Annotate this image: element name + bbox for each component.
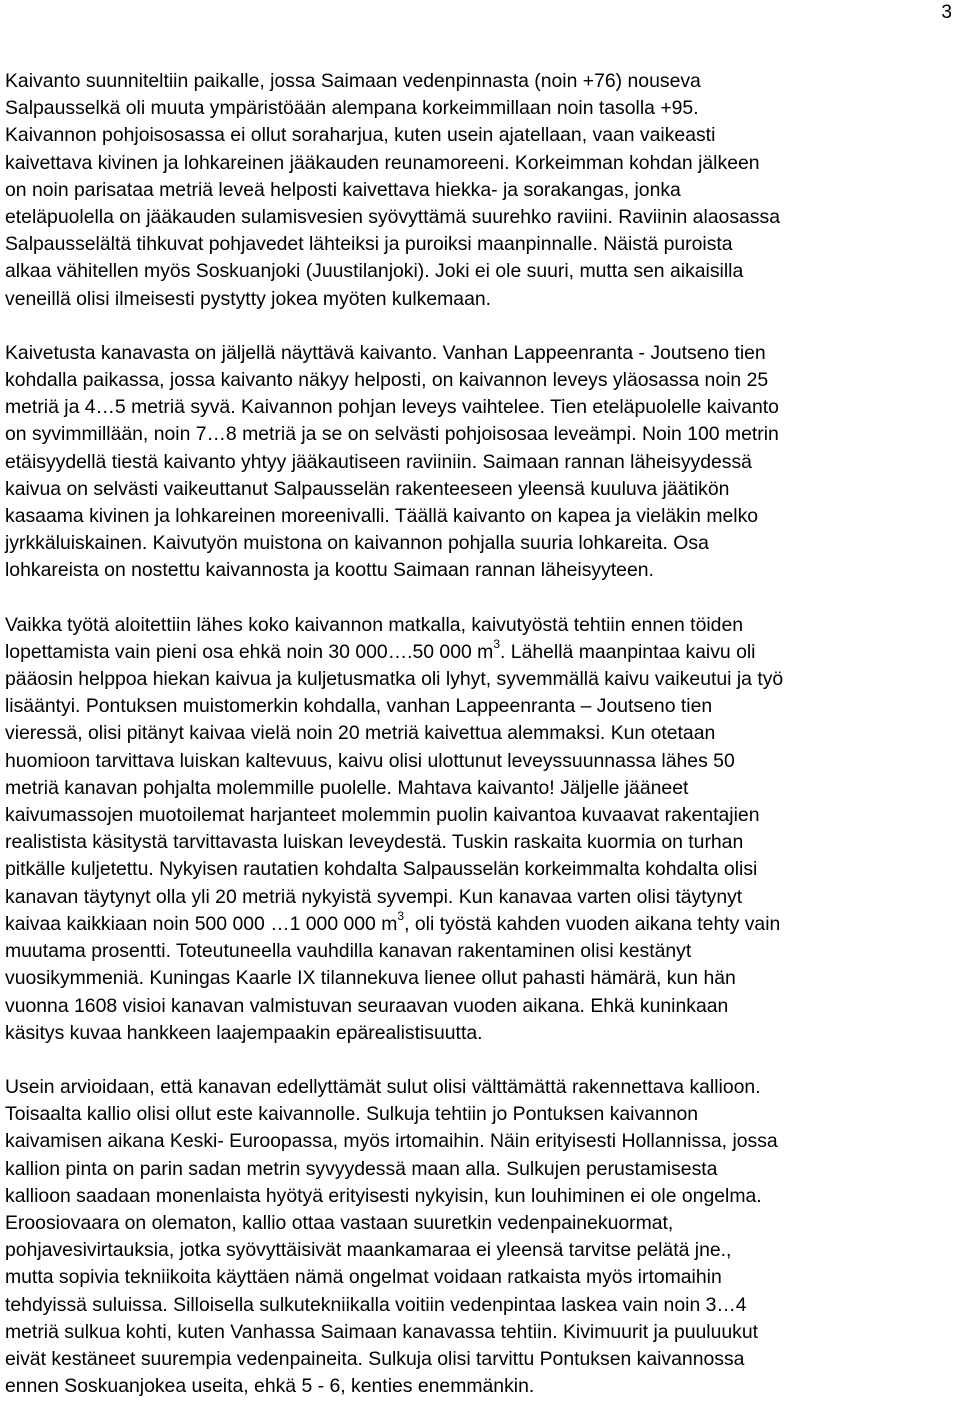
text-line: lisääntyi. Pontuksen muistomerkin kohdalla, vanhan Lappeenranta – Joutseno tien [5,695,713,718]
paragraph-1 [5,68,958,313]
text-line: metriä sulkua kohti, kuten Vanhassa Saimaan kanavassa tehtiin. Kivimuurit ja puuluukut [5,1320,759,1343]
text-line-with-superscript [5,639,958,666]
text-line: kanavan täytynyt olla yli 20 metriä nykyistä syvempi. Kun kanavaa varten olisi täytynyt [5,885,743,908]
text-line: vieressä, olisi pitänyt kaivaa vielä noin 20 metriä kaivettua alemmaksi. Kun otetaan [5,722,716,745]
text-line: Kaivetusta kanavasta on jäljellä näyttävä kaivanto. Vanhan Lappeenranta - Joutseno tien [5,341,766,364]
text-line: alkaa vähitellen myös Soskuanjoki (Juustilanjoki). Joki ei ole suuri, mutta sen aikaisilla [5,260,744,283]
text-line: Vaikka työtä aloitettiin lähes koko kaivannon matkalla, kaivutyöstä tehtiin ennen töiden [5,613,744,636]
text-line: pääosin helppoa hiekan kaivua ja kuljetusmatka oli lyhyt, syvemmällä kaivu vaikeutui ja työ [5,668,784,691]
text-line: jyrkkäluiskainen. Kaivutyön muistona on kaivannon pohjalla suuria lohkareita. Osa [5,532,709,555]
text-line: kaivua on selvästi vaikeuttanut Salpausselän rakenteeseen yleensä kuuluva jäätikön [5,477,730,500]
text-line: Usein arvioidaan, että kanavan edellyttämät sulut olisi välttämättä rakennettava kallioon. [5,1075,761,1098]
text-line: Toisaalta kallio olisi ollut este kaivannolle. Sulkuja tehtiin jo Pontuksen kaivannon [5,1103,699,1126]
text-line: mutta sopivia tekniikoita käyttäen nämä ongelmat voidaan ratkaista myös irtomaihin [5,1266,722,1289]
text-line: Kaivanto suunniteltiin paikalle, jossa Saimaan vedenpinnasta (noin +76) nouseva [5,70,701,92]
text-line: kallioon saadaan monenlaista hyötyä erityisesti nykyisin, kun louhiminen ei ole ongelma. [5,1184,762,1207]
text-segment: , oli työstä kahden vuoden aikana tehty vain [404,912,781,935]
paragraph-3 [5,612,958,1047]
text-segment: . Lähellä maanpintaa kaivu oli [500,640,756,663]
text-line: kasaama kivinen ja lohkareinen moreenivalli. Täällä kaivanto on kapea ja vieläkin melko [5,505,759,528]
paragraph-4 [5,1074,958,1400]
text-line: ennen Soskuanjokea useita, ehkä 5 - 6, kenties enemmänkin. [5,1375,535,1398]
text-line: etäisyydellä tiestä kaivanto yhtyy jääkautiseen raviiniin. Saimaan rannan läheisyydessä [5,450,752,473]
text-line: on syvimmillään, noin 7…8 metriä ja se on selvästi pohjoisosaa leveämpi. Noin 100 metrin [5,423,779,446]
text-line-with-superscript [5,911,958,938]
text-line: kaivamisen aikana Keski- Euroopassa, myös irtomaihin. Näin erityisesti Hollannissa, jossa [5,1130,778,1153]
text-line: eteläpuolella on jääkauden sulamisvesien syövyttämä suurehko raviini. Raviinin alaosassa [5,206,780,229]
text-line: eivät kestäneet suurempia vedenpaineita. Sulkuja olisi tarvittu Pontuksen kaivannossa [5,1347,745,1370]
text-line: käsitys kuvaa hankkeen laajempaakin epärealistisuutta. [5,1021,483,1044]
text-line: Eroosiovaara on olematon, kallio ottaa vastaan suuretkin vedenpainekuormat, [5,1211,674,1234]
superscript-cubic: 3 [397,909,405,924]
text-line: huomioon tarvittava luiskan kaltevuus, kaivu olisi ulottunut leveyssuunnassa lähes 50 [5,749,735,772]
text-line: pohjavesivirtauksia, jotka syövyttäisivät maankamaraa ei yleensä tarvitse pelätä jne., [5,1239,732,1262]
text-line: kallion pinta on parin sadan metrin syvyydessä maan alla. Sulkujen perustamisesta [5,1157,718,1180]
text-line: vuonna 1608 visioi kanavan valmistuvan seuraavan vuoden aikana. Ehkä kuninkaan [5,994,729,1017]
text-line: kohdalla paikassa, jossa kaivanto näkyy helposti, on kaivannon leveys yläosassa noin 25 [5,369,769,392]
text-line: muutama prosentti. Toteutuneella vauhdilla kanavan rakentaminen olisi kestänyt [5,940,692,963]
text-line: Kaivannon pohjoisosassa ei ollut soraharjua, kuten usein ajatellaan, vaan vaikeasti [5,124,716,147]
text-line: kaivumassojen muotoilemat harjanteet molemmin puolin kaivantoa kuvaavat rakentajien [5,804,760,827]
text-line: tehdyissä suluissa. Silloisella sulkutekniikalla voitiin vedenpintaa laskea vain noin 3…4 [5,1293,747,1316]
text-line: metriä ja 4…5 metriä syvä. Kaivannon pohjan leveys vaihtelee. Tien eteläpuolelle kaivanto [5,396,779,419]
text-segment: kaivaa kaikkiaan noin 500 000 …1 000 000 m [5,912,398,935]
text-line: vuosikymmeniä. Kuningas Kaarle IX tilannekuva lienee ollut pahasti hämärä, kun hän [5,967,736,990]
text-line: veneillä olisi ilmeisesti pystytty jokea myöten kulkemaan. [5,287,492,310]
text-line: realistista käsitystä tarvittavasta luiskan leveydestä. Tuskin raskaita kuormia on turhan [5,831,744,854]
text-line: kaivettava kivinen ja lohkareinen jääkauden reunamoreeni. Korkeimman kohdan jälkeen [5,151,760,174]
text-segment: lopettamista vain pieni osa ehkä noin 30 000….50 000 m [5,640,494,663]
text-line: Salpausselkä oli muuta ympäristöään alempana korkeimmillaan noin tasolla +95. [5,97,699,120]
text-line: lohkareista on nostettu kaivannosta ja koottu Saimaan rannan läheisyyteen. [5,559,654,582]
page-number: 3 [941,2,952,23]
paragraph-2 [5,340,958,585]
text-line: metriä kanavan pohjalta molemmille puolelle. Mahtava kaivanto! Jäljelle jääneet [5,776,689,799]
document-body [5,68,958,1427]
superscript-cubic: 3 [493,637,501,652]
text-line: on noin parisataa metriä leveä helposti kaivettava hiekka- ja sorakangas, jonka [5,178,681,201]
text-line: Salpausselältä tihkuvat pohjavedet lähteiksi ja puroiksi maanpinnalle. Näistä puroista [5,233,733,256]
text-line: pitkälle kuljetettu. Nykyisen rautatien kohdalta Salpausselän korkeimmalta kohdalta olisi [5,858,758,881]
